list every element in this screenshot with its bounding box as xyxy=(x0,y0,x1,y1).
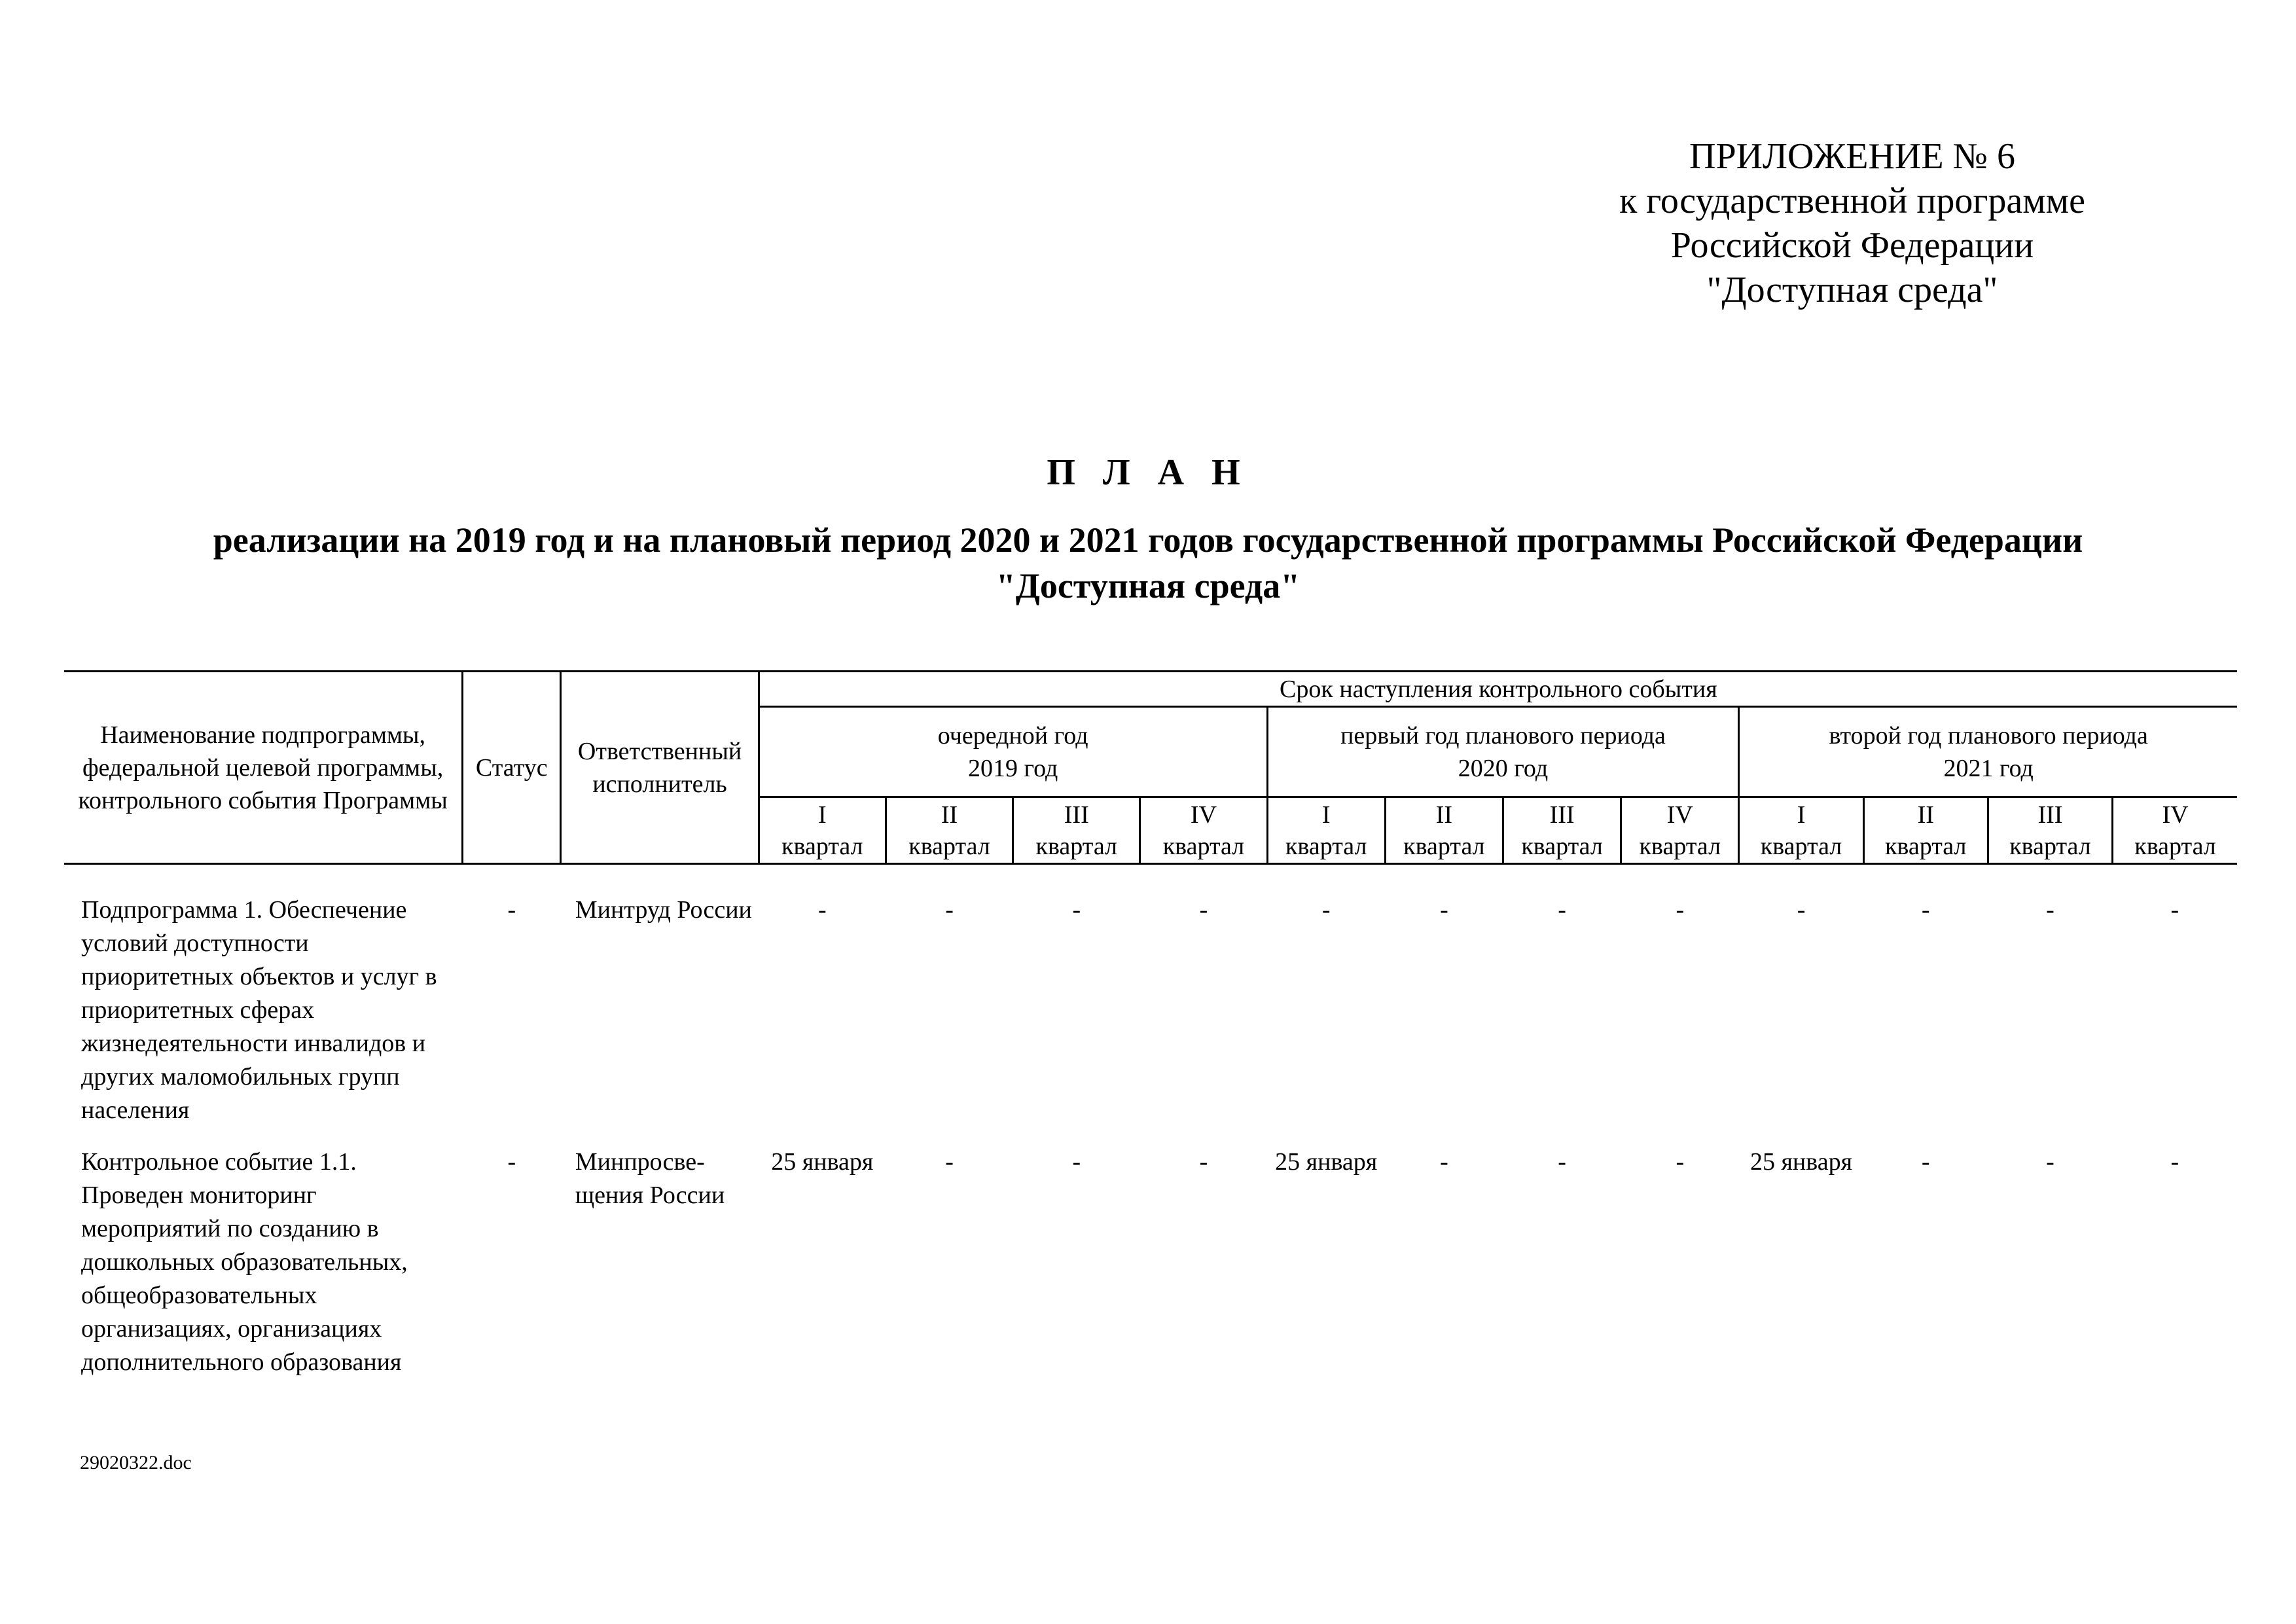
header-year-2019-label: очередной год xyxy=(937,721,1088,749)
quarter-numeral: I xyxy=(1321,801,1331,829)
quarter-numeral: I xyxy=(818,801,827,829)
quarter-word: квартал xyxy=(1884,832,1967,860)
quarter-word: квартал xyxy=(1285,832,1367,860)
quarter-word: квартал xyxy=(1521,832,1603,860)
header-quarter xyxy=(1013,797,1140,864)
quarter-numeral: II xyxy=(1435,801,1453,829)
header-year-2021-value: 2021 год xyxy=(1943,754,2034,782)
row-value: - xyxy=(1558,1148,1566,1176)
appendix-block xyxy=(1558,134,2147,312)
quarter-numeral: II xyxy=(1917,801,1934,829)
quarter-word: квартал xyxy=(1035,832,1118,860)
appendix-number: ПРИЛОЖЕНИЕ № 6 xyxy=(1689,136,2015,177)
row-value: - xyxy=(818,896,827,924)
header-year-2020-value: 2020 год xyxy=(1458,754,1549,782)
row-value: - xyxy=(1199,896,1208,924)
plan-subtitle-line-2: "Доступная среда" xyxy=(996,566,1300,605)
plan-subtitle xyxy=(0,517,2296,609)
header-quarter xyxy=(1988,797,2112,864)
row-status: - xyxy=(507,896,516,924)
header-deadline: Срок наступления контрольного события xyxy=(759,672,2237,707)
header-year-2019 xyxy=(759,707,1267,797)
table-row xyxy=(64,864,2237,1128)
plan-table xyxy=(64,670,2237,1379)
quarter-numeral: IV xyxy=(1666,801,1693,829)
row-value: - xyxy=(1440,896,1448,924)
row-value: 25 января xyxy=(1749,1148,1853,1176)
appendix-line-2: Российской Федерации xyxy=(1670,225,2034,266)
header-quarter xyxy=(886,797,1013,864)
row-value: - xyxy=(1558,896,1566,924)
quarter-numeral: III xyxy=(2037,801,2063,829)
row-status: - xyxy=(507,1148,516,1176)
header-quarter xyxy=(1863,797,1988,864)
quarter-word: квартал xyxy=(1639,832,1721,860)
row-name: Контрольное событие 1.1. Проведен мониторинг мероприятий по созданию в дошкольных образовательных, общеобразовательных организациях, организациях дополнительного образования xyxy=(81,1148,408,1376)
plan-subtitle-line-1: реализации на 2019 год и на плановый период 2020 и 2021 годов государственной программы Российской Федерации xyxy=(213,520,2083,560)
plan-title: П Л А Н xyxy=(1047,452,1249,493)
quarter-word: квартал xyxy=(1162,832,1245,860)
quarter-numeral: III xyxy=(1064,801,1089,829)
row-value: - xyxy=(1072,896,1081,924)
header-responsible: Ответственный исполнитель xyxy=(561,672,759,864)
quarter-numeral: IV xyxy=(2162,801,2189,829)
quarter-numeral: IV xyxy=(1190,801,1217,829)
header-quarter xyxy=(1621,797,1739,864)
header-quarter xyxy=(1385,797,1503,864)
row-value: - xyxy=(2046,896,2054,924)
quarter-word: квартал xyxy=(1760,832,1842,860)
header-quarter xyxy=(1140,797,1267,864)
header-quarter xyxy=(2113,797,2237,864)
row-value: - xyxy=(1921,1148,1930,1176)
header-name: Наименование подпрограммы, федеральной целевой программы, контрольного события Программы xyxy=(64,672,463,864)
row-value: - xyxy=(2046,1148,2054,1176)
quarter-word: квартал xyxy=(781,832,863,860)
header-year-2021-label: второй год планового периода xyxy=(1829,721,2148,749)
table-row xyxy=(64,1127,2237,1379)
header-year-2020 xyxy=(1267,707,1739,797)
header-year-2020-label: первый год планового периода xyxy=(1340,721,1666,749)
appendix-line-3: "Доступная среда" xyxy=(1706,270,1998,310)
row-value: 25 января xyxy=(1275,1148,1378,1176)
row-value: - xyxy=(945,1148,954,1176)
header-quarter xyxy=(1739,797,1863,864)
row-value: - xyxy=(1440,1148,1448,1176)
row-value: - xyxy=(1072,1148,1081,1176)
row-value: - xyxy=(1676,896,1685,924)
row-name: Подпрограмма 1. Обеспечение условий доступности приоритетных объектов и услуг в приоритетных сферах жизнедеятельности инвалидов и других маломобильных групп населения xyxy=(81,896,437,1124)
header-status: Статус xyxy=(463,672,561,864)
quarter-word: квартал xyxy=(2134,832,2216,860)
row-value: - xyxy=(1199,1148,1208,1176)
quarter-word: квартал xyxy=(2009,832,2091,860)
quarter-word: квартал xyxy=(1403,832,1485,860)
row-value: - xyxy=(2170,1148,2179,1176)
row-responsible: Минтруд России xyxy=(575,896,752,924)
quarter-word: квартал xyxy=(908,832,990,860)
document-filename: 29020322.doc xyxy=(80,1452,192,1473)
row-value: - xyxy=(945,896,954,924)
quarter-numeral: I xyxy=(1797,801,1806,829)
header-quarter xyxy=(1503,797,1621,864)
row-value: - xyxy=(1921,896,1930,924)
header-quarter xyxy=(1267,797,1385,864)
row-value: - xyxy=(1321,896,1331,924)
appendix-line-1: к государственной программе xyxy=(1619,181,2085,221)
header-quarter xyxy=(759,797,886,864)
header-year-2019-value: 2019 год xyxy=(967,754,1058,782)
row-value: - xyxy=(1676,1148,1685,1176)
header-year-2021 xyxy=(1739,707,2237,797)
row-responsible: Минпросве-щения России xyxy=(575,1148,725,1209)
row-value: - xyxy=(2170,896,2179,924)
quarter-numeral: II xyxy=(941,801,958,829)
row-value: - xyxy=(1797,896,1806,924)
quarter-numeral: III xyxy=(1549,801,1575,829)
row-value: 25 января xyxy=(771,1148,874,1176)
